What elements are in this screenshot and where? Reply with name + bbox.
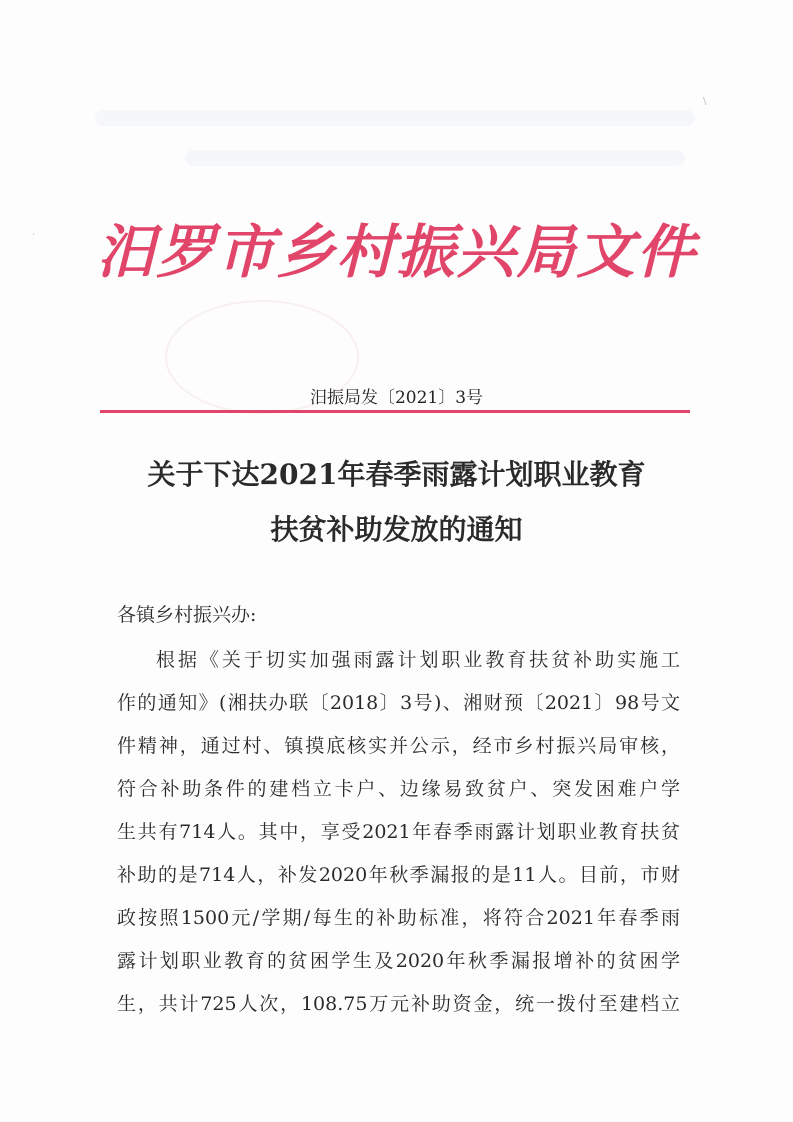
salutation: 各镇乡村振兴办: <box>117 604 257 626</box>
red-separator-rule <box>100 410 690 413</box>
issuing-authority-headline: 汨罗市乡村振兴局文件 <box>96 218 697 286</box>
body-line: 作的通知》(湘扶办联〔2018〕3号)、湘财预〔2021〕98号文 <box>117 692 680 714</box>
body-line: 生，共计725人次，108.75万元补助资金，统一拨付至建档立 <box>117 993 680 1015</box>
document-number: 汨振局发〔2021〕3号 <box>309 388 484 408</box>
body-line: 件精神，通过村、镇摸底核实并公示，经市乡村振兴局审核， <box>117 735 680 757</box>
body-line: 补助的是714人，补发2020年秋季漏报的是11人。目前，市财 <box>117 864 680 886</box>
faded-bleed-through-text <box>95 110 695 126</box>
scan-speck: \ <box>703 96 707 107</box>
faded-bleed-through-text <box>185 150 685 166</box>
notice-title-line-2: 扶贫补助发放的通知 <box>270 513 523 546</box>
scan-speck: · <box>32 230 36 241</box>
body-line: 生共有714人。其中，享受2021年春季雨露计划职业教育扶贫 <box>117 821 680 843</box>
notice-title-line-1: 关于下达2021年春季雨露计划职业教育 <box>147 458 646 491</box>
body-line: 政按照1500元/学期/每生的补助标准，将符合2021年春季雨 <box>117 907 680 929</box>
body-line: 根据《关于切实加强雨露计划职业教育扶贫补助实施工 <box>156 649 680 671</box>
body-line: 符合补助条件的建档立卡户、边缘易致贫户、突发困难户学 <box>117 778 680 800</box>
body-line: 露计划职业教育的贫困学生及2020年秋季漏报增补的贫困学 <box>117 950 680 972</box>
